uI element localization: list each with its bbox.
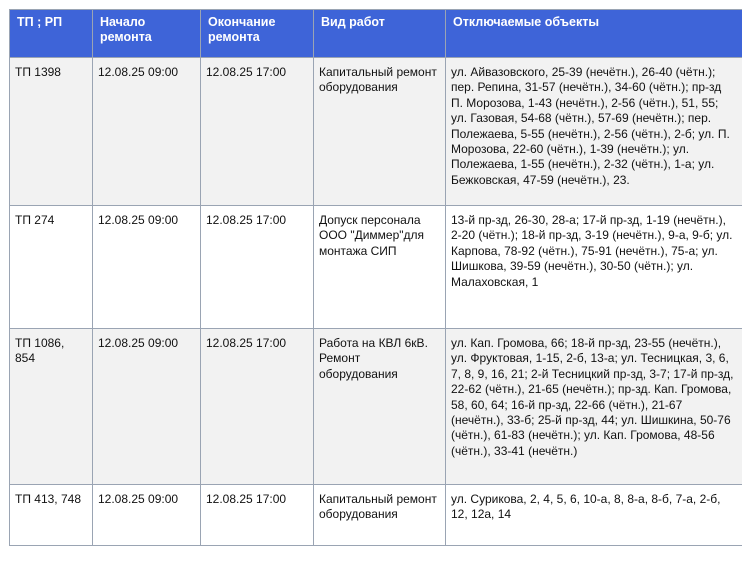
cell-objects: ул. Айвазовского, 25-39 (нечётн.), 26-40 (чётн.); пер. Репина, 31-57 (нечётн.), 34-60 (чётн.); пр-зд П. Морозова, 1-43 (нечётн.), 2-56 (чётн.), 51, 55; ул. Газовая, 54-68 (чётн.), 57-69 (нечётн.); пер. Полежаева, 5-55 (нечётн.), 2-56 (чётн.), 2-б; ул. П. Морозова, 22-60 (чётн.), 1-39 (нечётн.); ул. Полежаева, 1-55 (нечётн.), 2-32 (чётн.), 1-а; ул. Бежковская, 47-59 (нечётн.), 23. bbox=[446, 58, 743, 206]
table-row bbox=[10, 329, 743, 485]
table-row bbox=[10, 485, 743, 546]
cell-objects: ул. Сурикова, 2, 4, 5, 6, 10-а, 8, 8-а, 8-б, 7-а, 2-б, 12, 12а, 14 bbox=[446, 485, 743, 546]
cell-start: 12.08.25 09:00 bbox=[93, 58, 201, 206]
outage-schedule-table bbox=[9, 9, 742, 546]
header-start: Начало ремонта bbox=[93, 10, 201, 58]
cell-work: Капитальный ремонт оборудования bbox=[314, 58, 446, 206]
header-tp: ТП ; РП bbox=[10, 10, 93, 58]
cell-end: 12.08.25 17:00 bbox=[201, 206, 314, 329]
header-work: Вид работ bbox=[314, 10, 446, 58]
table-row bbox=[10, 58, 743, 206]
outage-table-container bbox=[9, 9, 742, 556]
cell-tp: ТП 1398 bbox=[10, 58, 93, 206]
cell-end: 12.08.25 17:00 bbox=[201, 58, 314, 206]
cell-start: 12.08.25 09:00 bbox=[93, 329, 201, 485]
table-row bbox=[10, 206, 743, 329]
cell-start: 12.08.25 09:00 bbox=[93, 206, 201, 329]
cell-objects: ул. Кап. Громова, 66; 18-й пр-зд, 23-55 (нечётн.), ул. Фруктовая, 1-15, 2-б, 13-а; ул. Тесницкая, 3, 6, 7, 8, 9, 16, 21; 2-й Тесницкий пр-зд, 3-7; 17-й пр-зд, 22-62 (чётн.), 21-65 (нечётн.); пр-зд. Кап. Громова, 58, 60, 64; 16-й пр-зд, 22-66 (чётн.), 21-67 (нечётн.), 33-б; 25-й пр-зд, 44; ул. Шишкина, 50-76 (чётн.), 61-83 (нечётн.); ул. Кап. Громова, 48-56 (чётн.), 33-41 (нечётн.) bbox=[446, 329, 743, 485]
cell-tp: ТП 274 bbox=[10, 206, 93, 329]
header-end: Окончание ремонта bbox=[201, 10, 314, 58]
cell-end: 12.08.25 17:00 bbox=[201, 329, 314, 485]
cell-work: Допуск персонала ООО "Диммер"для монтажа СИП bbox=[314, 206, 446, 329]
cell-end: 12.08.25 17:00 bbox=[201, 485, 314, 546]
cell-start: 12.08.25 09:00 bbox=[93, 485, 201, 546]
cell-work: Работа на КВЛ 6кВ. Ремонт оборудования bbox=[314, 329, 446, 485]
cell-work: Капитальный ремонт оборудования bbox=[314, 485, 446, 546]
table-header-row bbox=[10, 10, 743, 58]
cell-objects: 13-й пр-зд, 26-30, 28-а; 17-й пр-зд, 1-19 (нечётн.), 2-20 (чётн.); 18-й пр-зд, 3-19 (нечётн.), 9-а, 9-б; ул. Карпова, 78-92 (чётн.), 75-91 (нечётн.), 75-а; ул. Шишкова, 39-59 (нечётн.), 30-50 (чётн.); ул. Малаховская, 1 bbox=[446, 206, 743, 329]
cell-tp: ТП 413, 748 bbox=[10, 485, 93, 546]
cell-tp: ТП 1086, 854 bbox=[10, 329, 93, 485]
header-objects: Отключаемые объекты bbox=[446, 10, 743, 58]
